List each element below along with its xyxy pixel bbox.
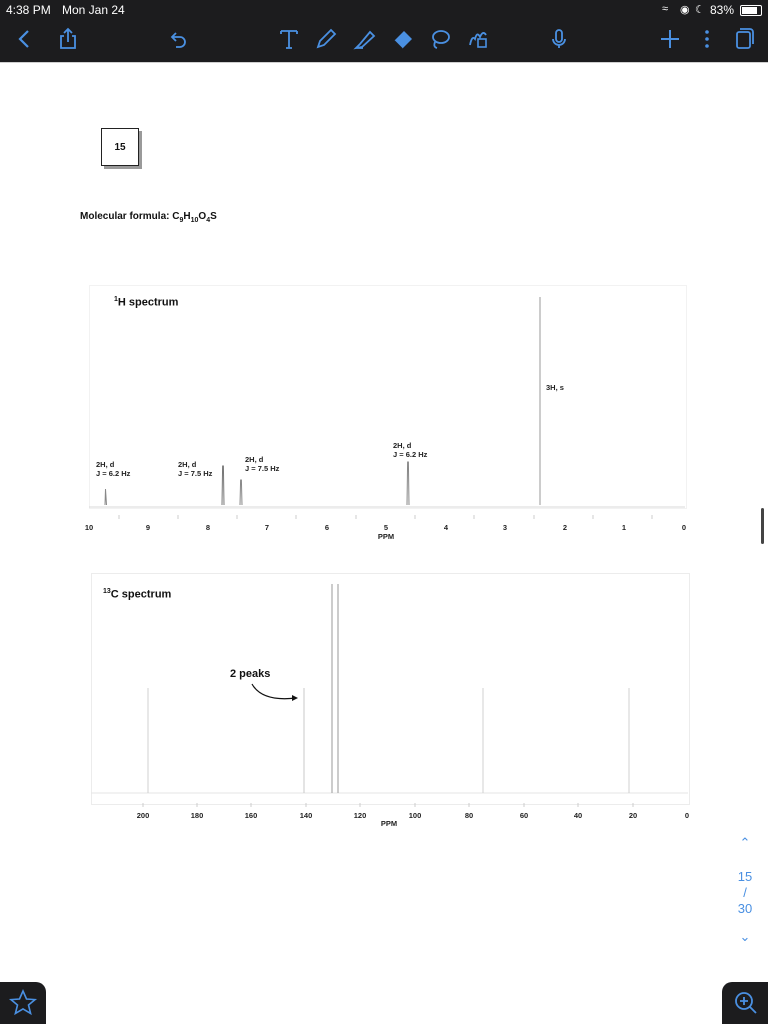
- h-tick-label: 2: [562, 523, 568, 532]
- c-tick-label: 120: [353, 811, 367, 820]
- c-tick-label: 200: [136, 811, 150, 820]
- status-date: Mon Jan 24: [62, 3, 125, 17]
- c-tick-label: 80: [464, 811, 474, 820]
- favorite-button[interactable]: [0, 982, 46, 1024]
- h-peak-label-2: 2H, d J = 7.5 Hz: [178, 460, 213, 478]
- zoom-in-icon: [722, 982, 768, 1024]
- c-minor-ticks: [143, 803, 633, 807]
- next-page-icon[interactable]: ⌄: [739, 929, 751, 944]
- c-tick-label: 100: [408, 811, 422, 820]
- wifi-icon: ≈: [662, 3, 669, 15]
- total-pages: 30: [737, 901, 753, 916]
- page-separator: /: [743, 885, 747, 900]
- c-annotation-arrowhead: [292, 695, 298, 701]
- lock-rotation-icon: ◉: [680, 4, 690, 16]
- zoom-button[interactable]: [722, 982, 768, 1024]
- star-icon: [0, 982, 46, 1024]
- h-tick-label: 7: [264, 523, 270, 532]
- c-tick-label: 40: [573, 811, 583, 820]
- h-tick-label: 4: [443, 523, 449, 532]
- c-tick-label: 140: [299, 811, 313, 820]
- h-tick-label: 0: [681, 523, 687, 532]
- h-tick-label: 9: [145, 523, 151, 532]
- problem-number: 15: [114, 141, 126, 153]
- h-peak-label-5: 3H, s: [546, 383, 564, 392]
- c-spectrum-title: $^{13}$C spectrum: [103, 588, 172, 601]
- h-tick-label: 1: [621, 523, 627, 532]
- moon-icon: ☾: [695, 4, 705, 16]
- c-annotation: 2 peaks: [230, 668, 271, 680]
- c-tick-label: 20: [628, 811, 638, 820]
- h-spectrum-title: $^1$H spectrum: [114, 296, 179, 309]
- prev-page-icon[interactable]: ⌃: [739, 835, 751, 850]
- h-peak-label-4: 2H, d J = 6.2 Hz: [393, 441, 428, 459]
- c-tick-label: 160: [244, 811, 258, 820]
- status-time: 4:38 PM: [6, 3, 51, 17]
- molecular-formula: Molecular formula: $C_9H_{10}O_4S$: [80, 211, 217, 224]
- h-tick-label: 8: [205, 523, 211, 532]
- h-tick-label: 5: [383, 523, 389, 532]
- c-xlabel: PPM: [380, 819, 398, 828]
- c-annotation-arrow: [252, 684, 296, 699]
- scroll-handle[interactable]: [761, 508, 764, 544]
- h-peak-label-1: 2H, d J = 6.2 Hz: [96, 460, 131, 478]
- h-peak-label-3: 2H, d J = 7.5 Hz: [245, 455, 280, 473]
- h-tick-label: 3: [502, 523, 508, 532]
- h-xlabel: PPM: [377, 532, 395, 541]
- h-tick-label: 6: [324, 523, 330, 532]
- battery-percent: 83%: [710, 3, 735, 17]
- current-page-number: 15: [737, 869, 753, 884]
- c-tick-label: 60: [519, 811, 529, 820]
- c-tick-label: 0: [684, 811, 690, 820]
- h-tick-label: 10: [84, 523, 94, 532]
- c-tick-label: 180: [190, 811, 204, 820]
